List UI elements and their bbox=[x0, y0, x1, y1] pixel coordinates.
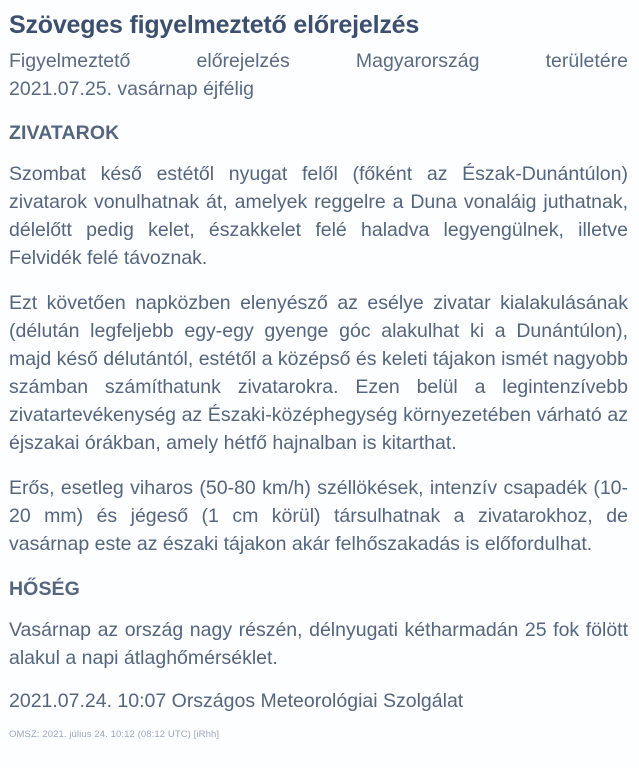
issuer-signature: 2021.07.24. 10:07 Országos Meteorológiai Szolgálat bbox=[9, 690, 464, 712]
paragraph-thunderstorms-2: Ezt követően napközben elenyésző az esélye zivatar kialakulásának (délután legfeljebb egy-egy gyenge góc alakulhat ki a Dunántúlon), majd késő délutántól, estétől a középső és keleti tájakon ismét nagyobb számban számíthatunk zivatarokra. Ezen belül a legintenzívebb zivatartevékenység az Északi-középhegység környezetében várható az éjszakai órákban, amely hétfő hajnalban is kitarthat. bbox=[9, 292, 628, 454]
paragraph-thunderstorms-1: Szombat késő estétől nyugat felől (főként az Észak-Dunántúlon) zivatarok vonulhatnak át, amelyek reggelre a Duna vonaláig juthatnak, délelőtt pedig kelet, északkelet felé haladva legyengülnek, illetve Felvidék felé távoznak. bbox=[9, 163, 628, 269]
subtitle-line-1: Figyelmeztető előrejelzés Magyarország területére bbox=[9, 50, 628, 72]
section-heading-thunderstorms: ZIVATAROK bbox=[9, 122, 120, 144]
paragraph-heat-1: Vasárnap az ország nagy részén, délnyugati kétharmadán 25 fok fölött alakul a napi átlaghőmérséklet. bbox=[9, 619, 628, 669]
paragraph-thunderstorms-3: Erős, esetleg viharos (50-80 km/h) széllökések, intenzív csapadék (10-20 mm) és jégeső (1 cm körül) társulhatnak a zivatarokhoz, de vasárnap este az északi tájakon akár felhőszakadás is előfordulhat. bbox=[9, 477, 628, 555]
document-subtitle bbox=[9, 47, 628, 103]
subtitle-line-2: 2021.07.25. vasárnap éjfélig bbox=[9, 78, 255, 100]
clipped-top-line bbox=[9, 0, 628, 7]
section-heading-heat: HŐSÉG bbox=[9, 578, 80, 600]
source-note: OMSZ: 2021. július 24. 10:12 (08:12 UTC) [iRhh] bbox=[9, 729, 220, 740]
page-title: Szöveges figyelmeztető előrejelzés bbox=[9, 11, 420, 39]
